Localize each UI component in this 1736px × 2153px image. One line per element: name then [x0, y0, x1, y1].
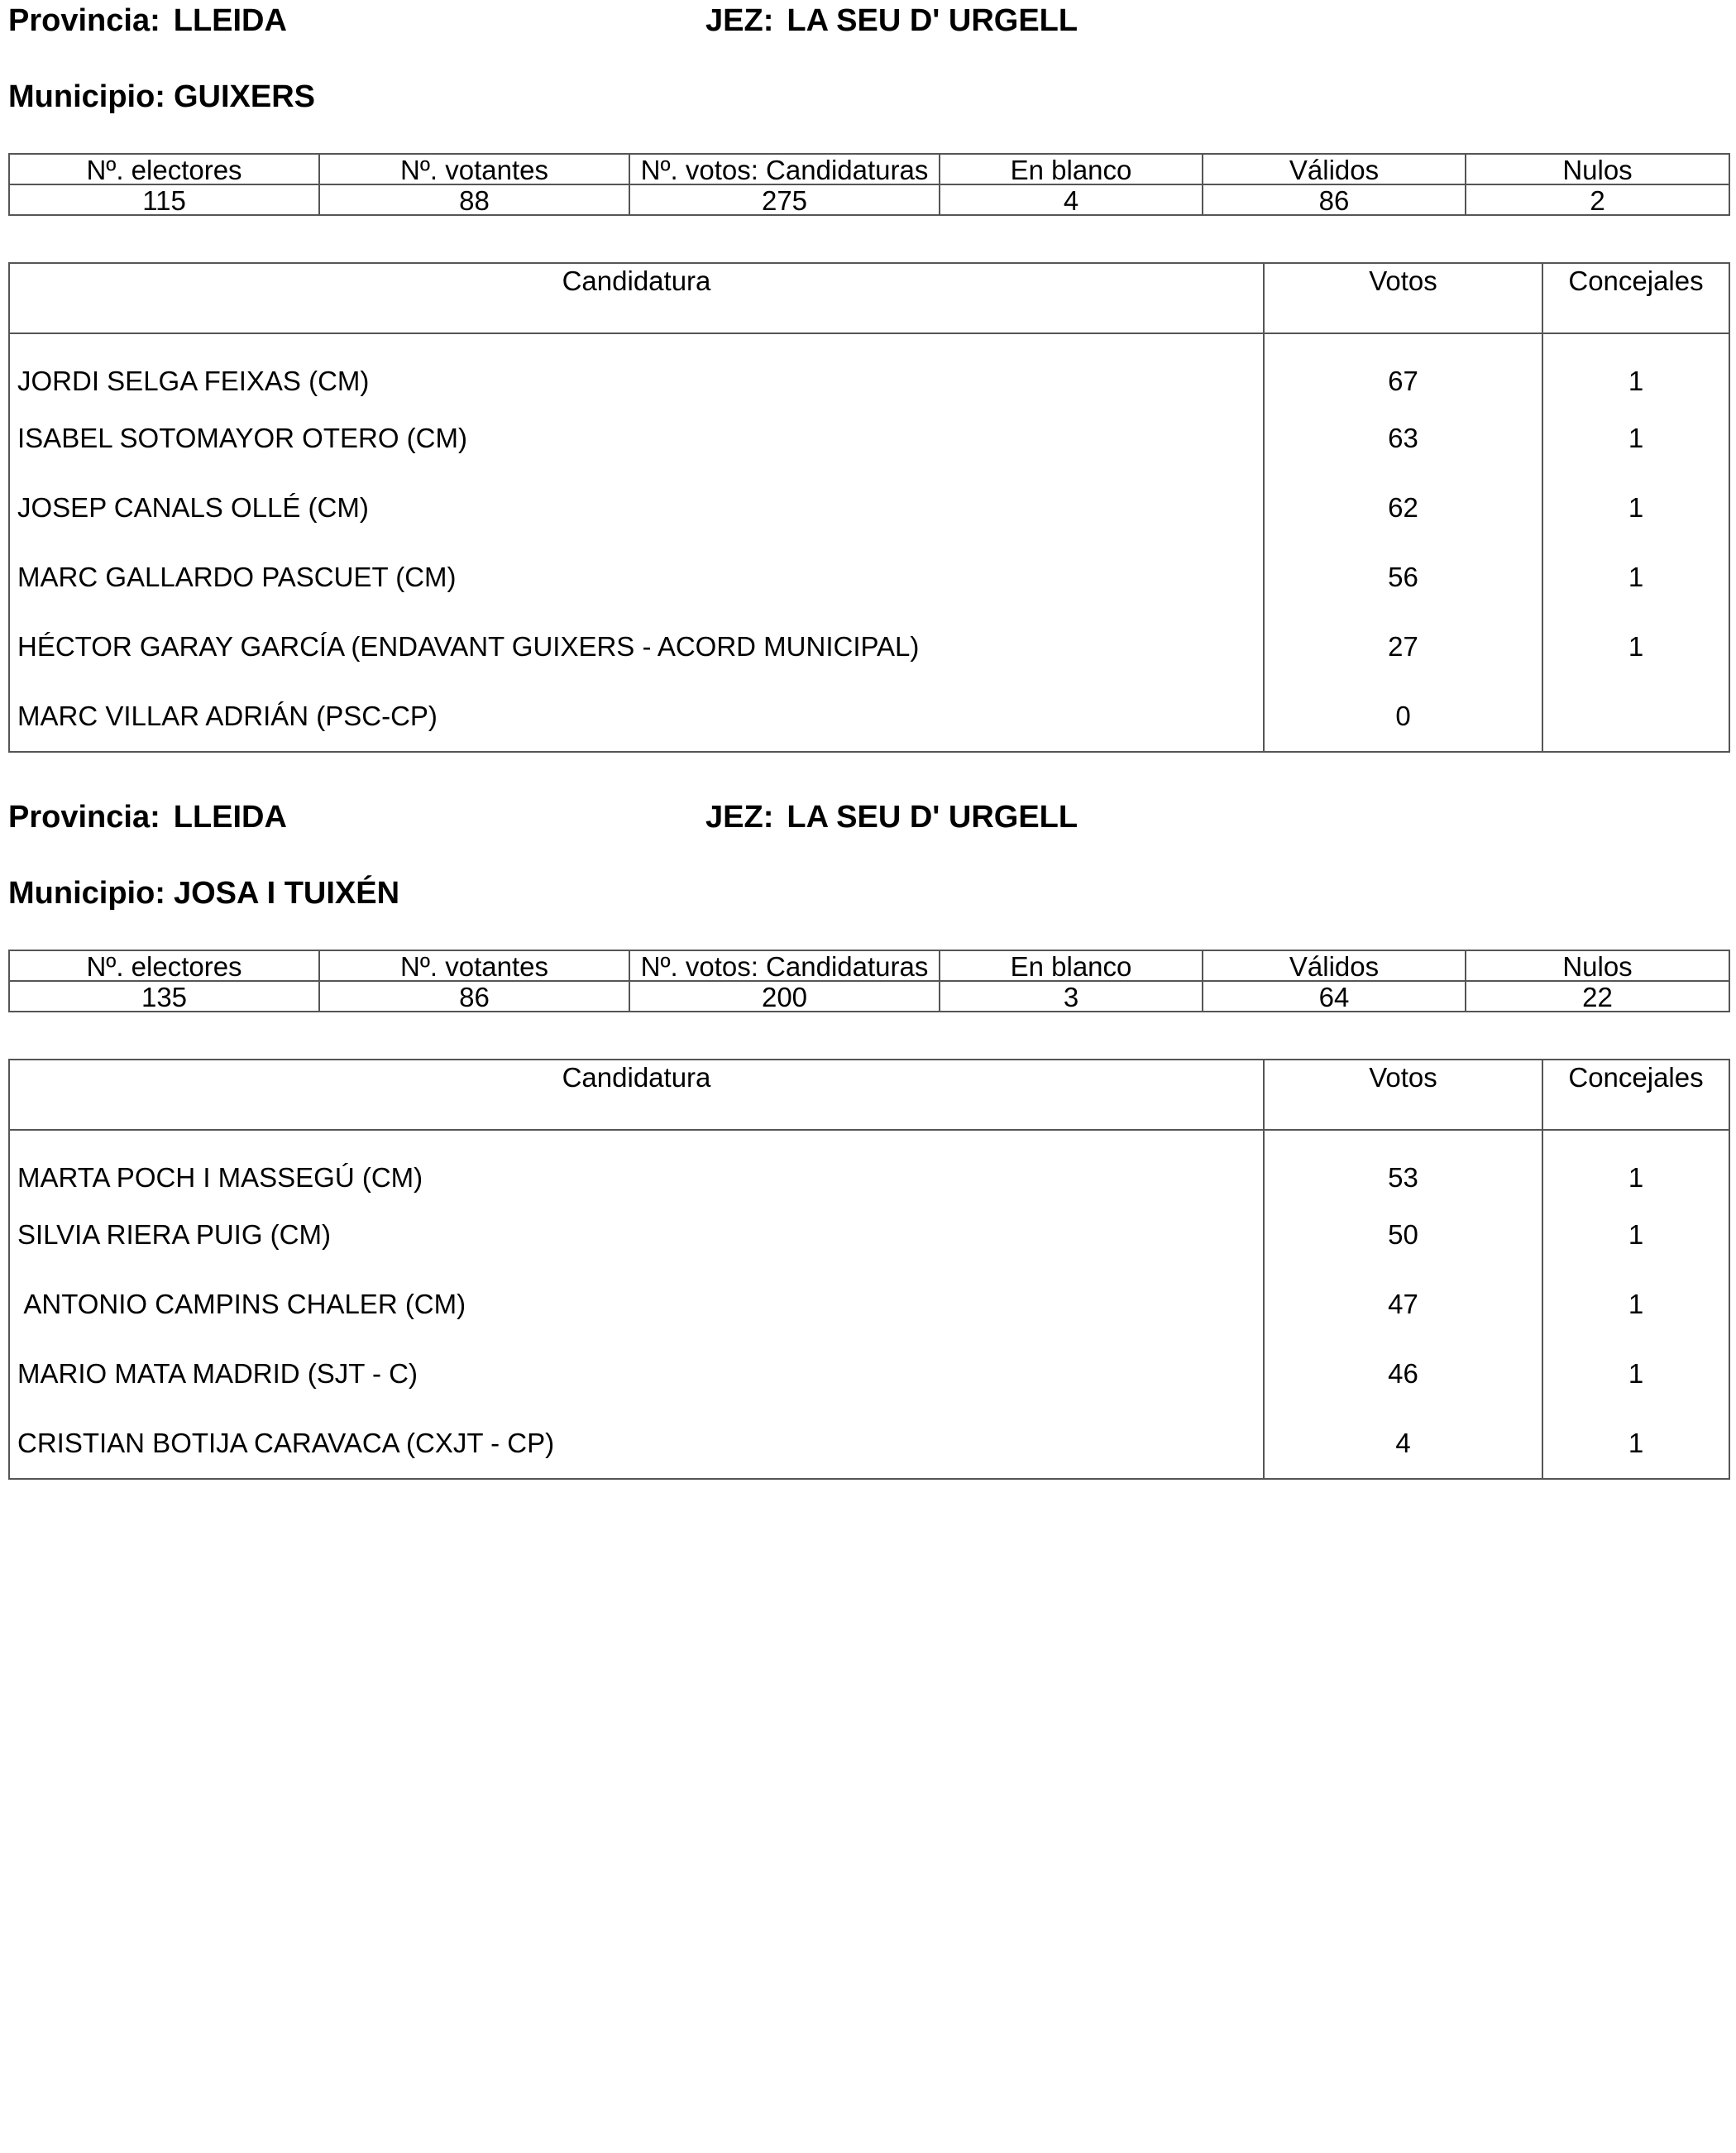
candidate-concejales: 1 — [1542, 1339, 1729, 1409]
stats-value-en-blanco: 4 — [940, 184, 1203, 215]
candidate-votos: 46 — [1264, 1339, 1542, 1409]
candidate-row — [9, 612, 1729, 682]
stats-value-electores: 115 — [9, 184, 319, 215]
candidate-name: ANTONIO CAMPINS CHALER (CM) — [9, 1270, 1264, 1339]
candidate-name: CRISTIAN BOTIJA CARAVACA (CXJT - CP) — [9, 1409, 1264, 1479]
municipio-section-josa-i-tuixen — [0, 800, 1736, 1598]
candidate-concejales: 1 — [1542, 1200, 1729, 1270]
municipio-value: GUIXERS — [173, 79, 316, 114]
stats-header-votos-candidaturas: Nº. votos: Candidaturas — [629, 950, 940, 981]
candidate-row — [9, 404, 1729, 473]
stats-value-row — [9, 184, 1729, 215]
candidate-row — [9, 1339, 1729, 1409]
stats-table — [8, 950, 1730, 1012]
stats-value-votos-candidaturas: 200 — [629, 981, 940, 1012]
provincia-line — [8, 3, 287, 39]
stats-header-validos: Válidos — [1203, 950, 1466, 981]
candidate-votos: 62 — [1264, 473, 1542, 543]
candidate-name: MARIO MATA MADRID (SJT - C) — [9, 1339, 1264, 1409]
candidate-concejales: 1 — [1542, 1409, 1729, 1479]
candidate-votos: 0 — [1264, 682, 1542, 752]
stats-header-votos-candidaturas: Nº. votos: Candidaturas — [629, 154, 940, 184]
candidate-row — [9, 1270, 1729, 1339]
candidate-row — [9, 1200, 1729, 1270]
candidates-table — [8, 262, 1730, 753]
candidate-name: JORDI SELGA FEIXAS (CM) — [9, 333, 1264, 404]
stats-value-votantes: 88 — [319, 184, 629, 215]
municipio-line — [8, 876, 399, 911]
municipio-label: Municipio: — [8, 79, 165, 114]
municipio-value: JOSA I TUIXÉN — [173, 876, 400, 911]
stats-table — [8, 153, 1730, 216]
candidate-concejales: 1 — [1542, 612, 1729, 682]
stats-value-votantes: 86 — [319, 981, 629, 1012]
jez-label: JEZ: — [705, 3, 774, 38]
candidate-concejales: 1 — [1542, 1270, 1729, 1339]
jez-value: LA SEU D' URGELL — [787, 3, 1078, 38]
stats-value-validos: 64 — [1203, 981, 1466, 1012]
candidate-name: HÉCTOR GARAY GARCÍA (ENDAVANT GUIXERS - ACORD MUNICIPAL) — [9, 612, 1264, 682]
candidate-votos: 56 — [1264, 543, 1542, 612]
stats-header-nulos: Nulos — [1466, 154, 1729, 184]
candidate-row — [9, 473, 1729, 543]
candidate-concejales: 1 — [1542, 404, 1729, 473]
candidate-name: JOSEP CANALS OLLÉ (CM) — [9, 473, 1264, 543]
jez-line — [705, 3, 1078, 39]
candidate-name: MARTA POCH I MASSEGÚ (CM) — [9, 1130, 1264, 1200]
candidate-name: ISABEL SOTOMAYOR OTERO (CM) — [9, 404, 1264, 473]
candidate-name: MARC VILLAR ADRIÁN (PSC-CP) — [9, 682, 1264, 752]
municipio-section-guixers — [0, 3, 1736, 801]
candidate-concejales: 1 — [1542, 473, 1729, 543]
candidate-name: MARC GALLARDO PASCUET (CM) — [9, 543, 1264, 612]
candidate-concejales — [1542, 682, 1729, 752]
candidate-votos: 53 — [1264, 1130, 1542, 1200]
stats-value-votos-candidaturas: 275 — [629, 184, 940, 215]
candidate-row — [9, 682, 1729, 752]
jez-label: JEZ: — [705, 800, 774, 835]
candidates-header-row — [9, 1060, 1729, 1130]
candidate-row — [9, 543, 1729, 612]
candidate-row — [9, 333, 1729, 404]
stats-header-electores: Nº. electores — [9, 950, 319, 981]
provincia-line — [8, 800, 287, 835]
municipio-line — [8, 79, 315, 115]
stats-header-votantes: Nº. votantes — [319, 950, 629, 981]
candidate-votos: 67 — [1264, 333, 1542, 404]
header-concejales: Concejales — [1542, 263, 1729, 333]
header-candidatura: Candidatura — [9, 1060, 1264, 1130]
candidate-name: SILVIA RIERA PUIG (CM) — [9, 1200, 1264, 1270]
stats-header-votantes: Nº. votantes — [319, 154, 629, 184]
stats-value-en-blanco: 3 — [940, 981, 1203, 1012]
stats-value-row — [9, 981, 1729, 1012]
candidates-table — [8, 1059, 1730, 1480]
header-candidatura: Candidatura — [9, 263, 1264, 333]
stats-header-validos: Válidos — [1203, 154, 1466, 184]
jez-line — [705, 800, 1078, 835]
stats-header-nulos: Nulos — [1466, 950, 1729, 981]
candidate-concejales: 1 — [1542, 543, 1729, 612]
stats-header-electores: Nº. electores — [9, 154, 319, 184]
header-votos: Votos — [1264, 1060, 1542, 1130]
provincia-label: Provincia: — [8, 3, 160, 38]
header-votos: Votos — [1264, 263, 1542, 333]
stats-value-nulos: 2 — [1466, 184, 1729, 215]
header-concejales: Concejales — [1542, 1060, 1729, 1130]
municipio-label: Municipio: — [8, 876, 165, 911]
stats-header-row — [9, 154, 1729, 184]
provincia-value: LLEIDA — [173, 800, 287, 835]
candidate-row — [9, 1409, 1729, 1479]
stats-value-electores: 135 — [9, 981, 319, 1012]
candidate-row — [9, 1130, 1729, 1200]
candidate-votos: 47 — [1264, 1270, 1542, 1339]
stats-header-row — [9, 950, 1729, 981]
stats-value-nulos: 22 — [1466, 981, 1729, 1012]
candidate-votos: 4 — [1264, 1409, 1542, 1479]
jez-value: LA SEU D' URGELL — [787, 800, 1078, 835]
candidate-votos: 27 — [1264, 612, 1542, 682]
candidate-votos: 50 — [1264, 1200, 1542, 1270]
candidate-concejales: 1 — [1542, 333, 1729, 404]
candidate-votos: 63 — [1264, 404, 1542, 473]
provincia-label: Provincia: — [8, 800, 160, 835]
provincia-value: LLEIDA — [173, 3, 287, 38]
candidate-concejales: 1 — [1542, 1130, 1729, 1200]
stats-header-en-blanco: En blanco — [940, 950, 1203, 981]
candidates-header-row — [9, 263, 1729, 333]
stats-header-en-blanco: En blanco — [940, 154, 1203, 184]
stats-value-validos: 86 — [1203, 184, 1466, 215]
